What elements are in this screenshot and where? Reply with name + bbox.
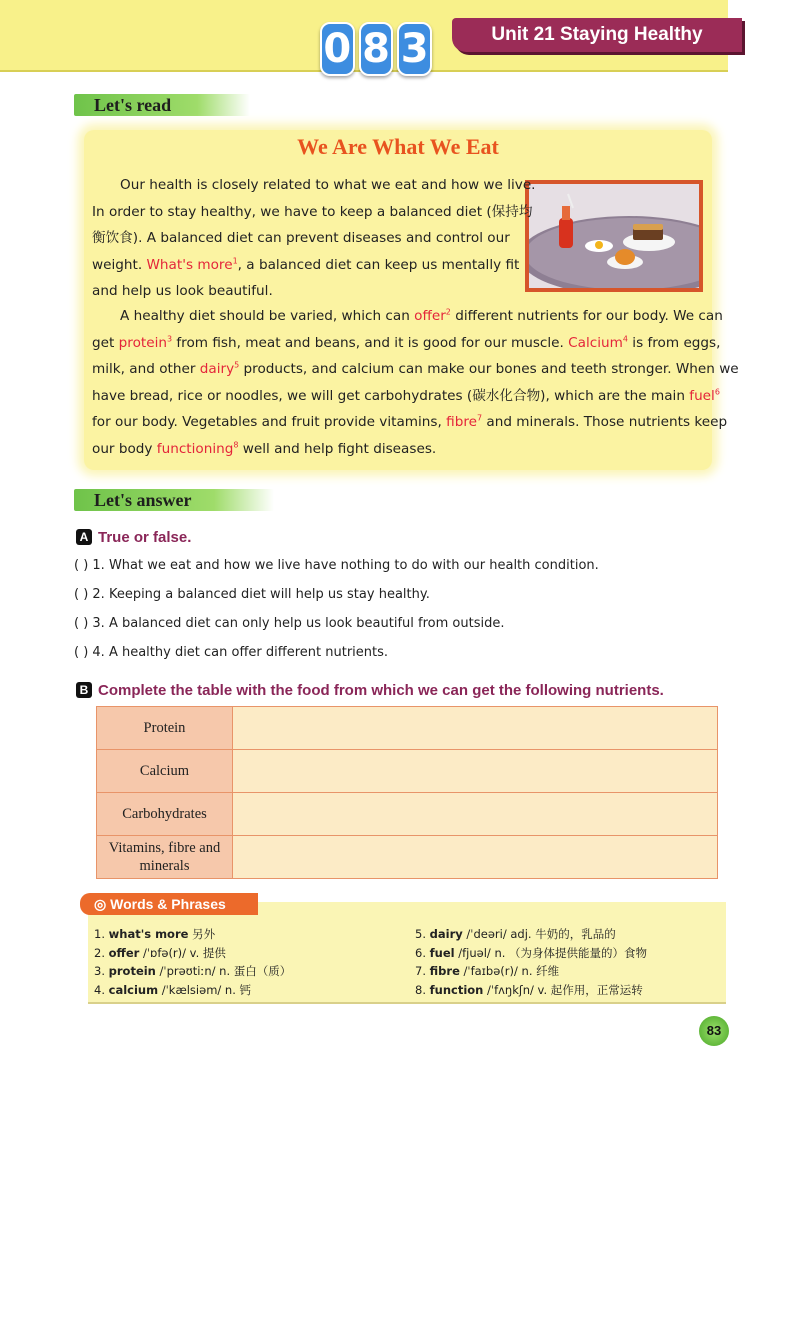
lets-read-tag: Let's read	[74, 94, 250, 116]
section-b-text: Complete the table with the food from which we can get the following nutrients.	[98, 682, 664, 699]
vocab-highlight: fuel	[689, 387, 715, 404]
vocab-num: 4.	[94, 982, 105, 997]
vocab-word: fibre	[429, 964, 460, 979]
lets-answer-tag: Let's answer	[74, 489, 274, 511]
lesson-number-text	[330, 80, 332, 81]
food-illustration	[525, 180, 703, 292]
text-run: is from eggs,	[627, 334, 721, 351]
unit-title: Unit 21 Staying Healthy	[452, 18, 742, 52]
text-run: have bread, rice or noodles, we will get carbohydrates (碳水化合物), which are the main	[92, 387, 690, 404]
vocab-item	[415, 981, 647, 1000]
answer-cell[interactable]	[233, 707, 718, 750]
answer-cell[interactable]	[233, 750, 718, 793]
vocab-num: 3.	[94, 964, 105, 979]
vocab-item	[415, 944, 647, 963]
vocab-item	[94, 962, 291, 981]
section-a-title	[76, 529, 191, 546]
text-run: weight.	[92, 256, 147, 273]
table-row	[97, 793, 718, 836]
vocab-highlight: Calcium	[568, 334, 623, 351]
vocab-highlight: offer	[414, 308, 446, 324]
nutrient-label: Calcium	[97, 750, 233, 793]
vocab-list-right	[415, 925, 647, 999]
vocab-item	[94, 925, 291, 944]
vocab-num: 7.	[415, 964, 426, 979]
vocab-def: /fjuəl/ n. （为身体提供能量的）食物	[458, 945, 648, 960]
vocab-num: 2.	[94, 945, 105, 960]
p2-line3	[92, 356, 739, 383]
vocab-word: calcium	[108, 982, 159, 997]
vocab-highlight: protein	[118, 334, 167, 351]
nutrient-label: Vitamins, fibre and minerals	[97, 836, 233, 879]
lesson-digit: 3	[397, 22, 432, 76]
p2-line6	[92, 436, 436, 463]
footnote-marker: 7	[477, 413, 483, 423]
vocab-item	[94, 981, 291, 1000]
section-b-badge: B	[76, 682, 92, 698]
p2-line5	[92, 409, 727, 436]
vocab-def: /ˈfaɪbə(r)/ n. 纤维	[463, 964, 560, 979]
footnote-marker: 1	[232, 255, 238, 265]
p1-line1: Our health is closely related to what we eat and how we live.	[120, 177, 536, 193]
vocab-num: 1.	[94, 927, 105, 941]
vocab-def: /ˈkælsiəm/ n. 钙	[161, 982, 252, 997]
vocab-highlight: fibre	[446, 414, 477, 430]
lesson-digit: 0	[320, 22, 355, 76]
vocab-highlight: What's more	[146, 256, 233, 273]
vocab-def: /ˈfʌŋkʃn/ v. 起作用，正常运转	[487, 982, 643, 997]
nutrient-table	[96, 706, 718, 879]
tf-question-1[interactable]: ( ) 1. What we eat and how we live have nothing to do with our health condition.	[74, 558, 599, 573]
vocab-def: /ˈdeəri/ adj. 牛奶的，乳品的	[466, 927, 616, 941]
section-a-text: True or false.	[98, 529, 192, 546]
vocab-highlight: dairy	[199, 361, 235, 377]
text-run: milk, and other	[92, 361, 200, 377]
table-row	[97, 750, 718, 793]
footnote-marker: 8	[233, 439, 239, 449]
section-b-title	[76, 682, 664, 699]
nutrient-label: Protein	[97, 707, 233, 750]
vocab-def: /ˈprəʊtiːn/ n. 蛋白（质）	[159, 964, 292, 979]
p2-line2	[92, 330, 720, 357]
food-table-image	[529, 184, 699, 288]
footnote-marker: 4	[622, 333, 628, 343]
answer-cell[interactable]	[233, 836, 718, 879]
tf-question-4[interactable]: ( ) 4. A healthy diet can offer different nutrients.	[74, 645, 389, 660]
text-run: get	[92, 334, 119, 351]
tf-question-2[interactable]: ( ) 2. Keeping a balanced diet will help us stay healthy.	[74, 587, 430, 602]
footnote-marker: 3	[166, 333, 173, 343]
section-a-badge: A	[76, 529, 92, 545]
vocab-num: 8.	[415, 982, 426, 997]
lesson-number	[320, 22, 432, 78]
table-row	[97, 836, 718, 879]
p2-line1	[120, 303, 723, 330]
vocab-item	[415, 962, 647, 981]
vocab-word: offer	[108, 945, 140, 960]
tf-question-3[interactable]: ( ) 3. A balanced diet can only help us look beautiful from outside.	[74, 616, 505, 631]
text-run: for our body. Vegetables and fruit provide vitamins,	[92, 414, 447, 430]
vocab-list-left	[94, 925, 291, 999]
answer-cell[interactable]	[233, 793, 718, 836]
text-run: products, and calcium can make our bones and teeth stronger. When we	[239, 361, 739, 377]
words-phrases-label: Words & Phrases	[110, 896, 226, 912]
text-run: our body	[92, 440, 157, 457]
nutrient-label: Carbohydrates	[97, 793, 233, 836]
footnote-marker: 5	[234, 360, 240, 370]
text-run: from fish, meat and beans, and it is good for our muscle.	[172, 334, 569, 351]
vocab-item	[415, 925, 647, 944]
text-run: different nutrients for our body. We can	[450, 308, 723, 324]
text-run: , a balanced diet can keep us mentally fit	[237, 256, 520, 273]
vocab-def: 另外	[192, 927, 216, 941]
vocab-num: 5.	[415, 927, 426, 941]
text-run: and minerals. Those nutrients keep	[482, 414, 728, 430]
vocab-item	[94, 944, 291, 963]
lesson-digit: 8	[359, 22, 394, 76]
vocab-word: function	[429, 982, 484, 997]
vocab-highlight: functioning	[156, 440, 234, 457]
p1-line3: 衡饮食). A balanced diet can prevent diseases and control our	[92, 230, 510, 246]
vocab-word: fuel	[429, 945, 455, 960]
table-row	[97, 707, 718, 750]
vocab-def: /ˈɒfə(r)/ v. 提供	[142, 945, 226, 960]
footnote-marker: 2	[445, 307, 451, 317]
reading-title: We Are What We Eat	[297, 134, 499, 159]
vocab-word: protein	[108, 964, 156, 979]
p2-line4	[92, 383, 720, 410]
text-run: well and help fight diseases.	[238, 440, 437, 457]
vocab-word: dairy	[429, 927, 463, 941]
text-run: A healthy diet should be varied, which can	[120, 308, 415, 324]
p1-line4	[92, 252, 519, 279]
vocab-num: 6.	[415, 945, 426, 960]
p1-line5: and help us look beautiful.	[92, 283, 273, 299]
footnote-marker: 6	[714, 386, 720, 396]
vocab-word: what's more	[108, 927, 189, 941]
words-phrases-tag: ◎ Words & Phrases	[80, 893, 258, 915]
page-number: 83	[699, 1016, 729, 1046]
p1-line2: In order to stay healthy, we have to keep a balanced diet (保持均	[92, 203, 533, 220]
